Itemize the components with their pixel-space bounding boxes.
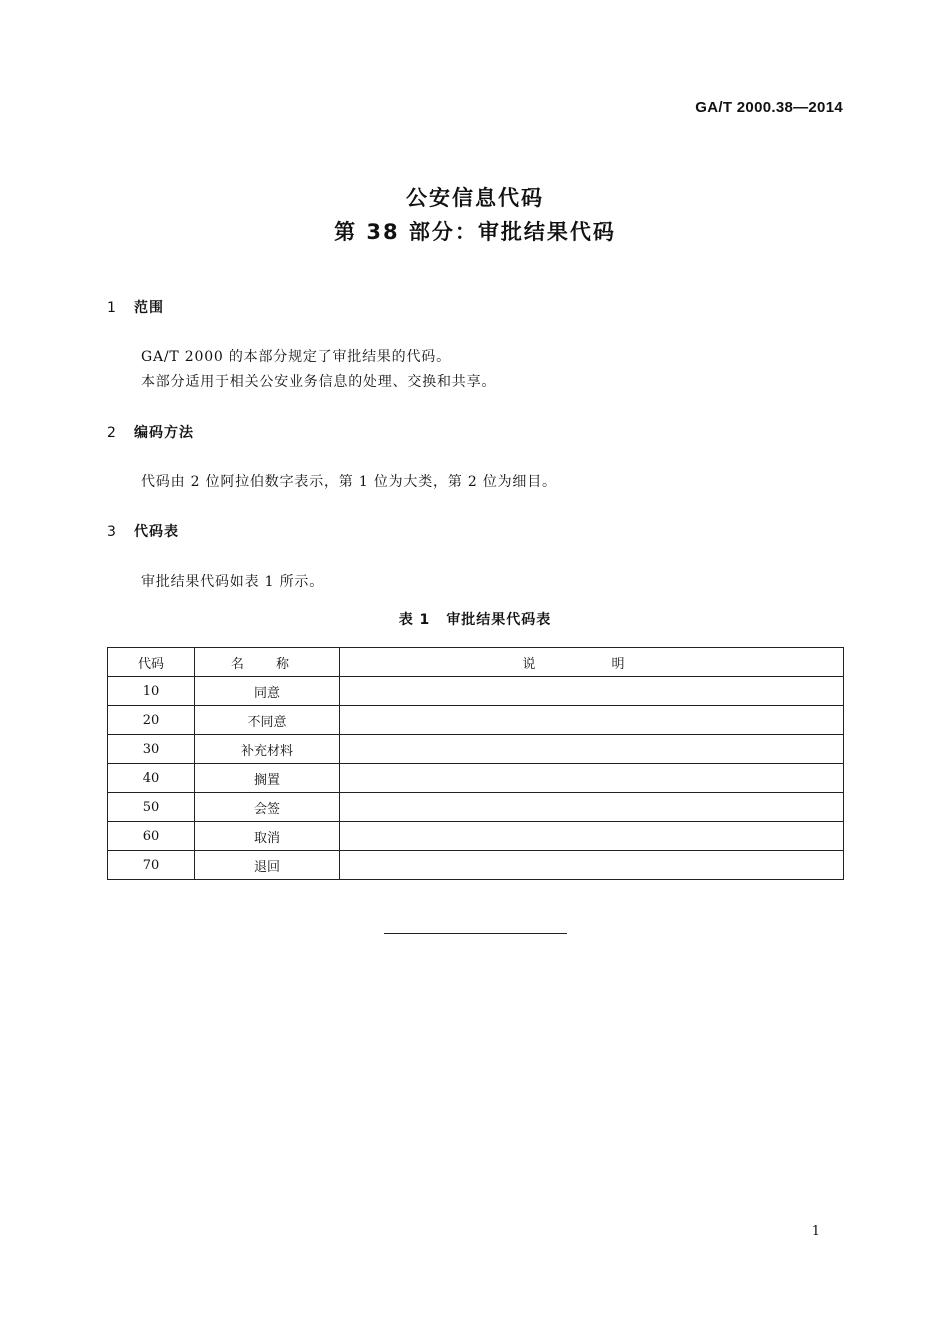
cell-description (340, 677, 844, 706)
cell-code: 30 (108, 735, 195, 764)
cell-description (340, 793, 844, 822)
cell-code: 20 (108, 706, 195, 735)
table-title: 审批结果代码表 (446, 612, 552, 628)
header-code: 代码 (108, 648, 195, 677)
paragraph: 代码由 2 位阿拉伯数字表示，第 1 位为大类，第 2 位为细目。 (141, 474, 557, 490)
section-number: 1 (107, 300, 117, 316)
cell-code: 10 (108, 677, 195, 706)
cell-description (340, 851, 844, 880)
cell-code: 50 (108, 793, 195, 822)
approval-result-code-table (107, 647, 844, 880)
paragraph: 审批结果代码如表 1 所示。 (141, 574, 325, 590)
standard-code: GA/T 2000.38—2014 (695, 99, 843, 116)
header-name: 名 称 (195, 648, 340, 677)
cell-code: 40 (108, 764, 195, 793)
table-row (108, 793, 844, 822)
table-label: 表 1 (398, 612, 431, 628)
cell-name: 搁置 (195, 764, 340, 793)
paragraph: 本部分适用于相关公安业务信息的处理、交换和共享。 (141, 374, 497, 390)
cell-name: 不同意 (195, 706, 340, 735)
table-header-row (108, 648, 844, 677)
cell-description (340, 735, 844, 764)
table-row (108, 677, 844, 706)
section-heading-coding-method (107, 422, 194, 442)
table-row (108, 822, 844, 851)
section-title: 编码方法 (134, 425, 194, 441)
table-row (108, 706, 844, 735)
paragraph: GA/T 2000 的本部分规定了审批结果的代码。 (141, 349, 451, 365)
cell-name: 退回 (195, 851, 340, 880)
page-number: 1 (811, 1224, 820, 1239)
cell-name: 补充材料 (195, 735, 340, 764)
document-title: 公安信息代码 (406, 186, 544, 210)
cell-name: 取消 (195, 822, 340, 851)
cell-name: 同意 (195, 677, 340, 706)
section-number: 2 (107, 425, 117, 441)
cell-code: 70 (108, 851, 195, 880)
header-description: 说 明 (340, 648, 844, 677)
cell-description (340, 706, 844, 735)
table-row (108, 851, 844, 880)
section-heading-scope (107, 297, 164, 317)
section-heading-code-table (107, 521, 179, 541)
table-caption (0, 609, 950, 629)
cell-code: 60 (108, 822, 195, 851)
section-number: 3 (107, 524, 117, 540)
table-row (108, 735, 844, 764)
cell-description (340, 822, 844, 851)
table-row (108, 764, 844, 793)
cell-description (340, 764, 844, 793)
section-title: 代码表 (134, 524, 179, 540)
cell-name: 会签 (195, 793, 340, 822)
end-of-document-rule (384, 933, 567, 934)
section-title: 范围 (134, 300, 164, 316)
document-subtitle: 第 38 部分：审批结果代码 (334, 220, 616, 244)
